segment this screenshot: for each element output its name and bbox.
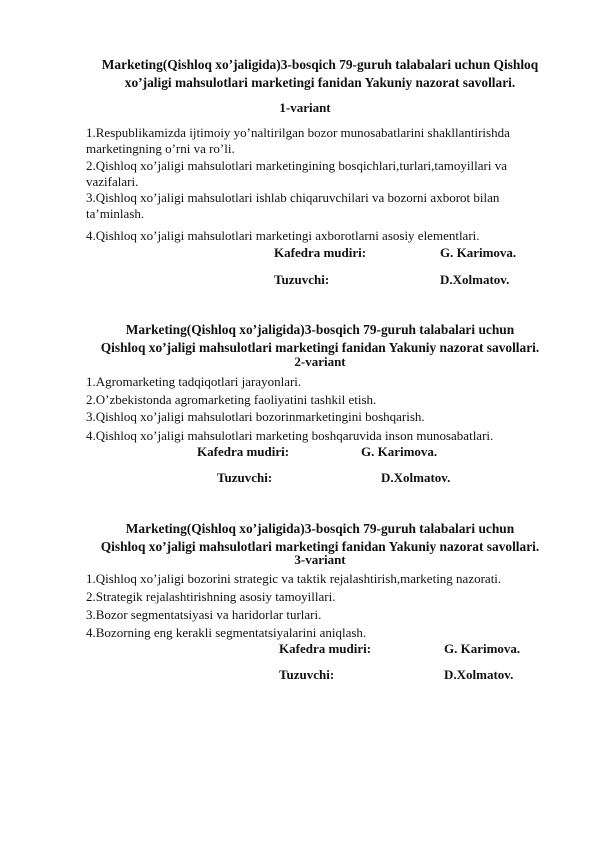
variant-1-dept-head-name: G. Karimova. [440,245,517,260]
variant-2-label: 2-variant [294,354,346,369]
variant-1-question-line: 4.Qishloq xo’jaligi mahsulotlari marketingi axborotlarni asosiy elementlari. [86,228,480,243]
variant-3-dept-head-label: Kafedra mudiri: [279,641,372,656]
variant-3-question-line: 1.Qishloq xo’jaligi bozorini strategic va taktik rejalashtirish,marketing nazorati. [86,571,502,586]
variant-3-question-line: 4.Bozorning eng kerakli segmentatsiyalarini aniqlash. [86,625,367,640]
variant-1-question-line: ta’minlash. [86,206,145,221]
variant-3-question-line: 2.Strategik rejalashtirishning asosiy tamoyillari. [86,589,336,604]
variant-1-label: 1-variant [279,100,331,115]
variant-2-dept-head-label: Kafedra mudiri: [197,444,290,459]
variant-1-question-line: 3.Qishloq xo’jaligi mahsulotlari ishlab chiqaruvchilari va bozorni axborot bilan [86,190,500,205]
variant-1-question-line: 1.Respublikamizda ijtimoiy yo’naltirilgan bozor munosabatlarini shakllantirishda [86,125,510,140]
variant-2-dept-head-name: G. Karimova. [361,444,438,459]
variant-1-question-line: vazifalari. [86,174,139,189]
variant-3-label: 3-variant [294,552,346,567]
variant-2-compiler-name: D.Xolmatov. [381,470,451,485]
variant-1-title: Marketing(Qishloq xo’jaligida)3-bosqich 79-guruh talabalari uchun Qishloq xo’jaligi mahsulotlari marketingi fanidan Yakuniy nazorat savollari. [101,57,539,90]
variant-1-compiler-name: D.Xolmatov. [440,272,510,287]
variant-2-title: Marketing(Qishloq xo’jaligida)3-bosqich 79-guruh talabalari uchun Qishloq xo’jaligi mahsulotlari marketingi fanidan Yakuniy nazorat savollari. [100,322,540,355]
variant-2-question-line: 3.Qishloq xo’jaligi mahsulotlari bozorinmarketingini boshqarish. [86,409,425,424]
variant-1-dept-head-label: Kafedra mudiri: [274,245,367,260]
variant-2-compiler-label: Tuzuvchi: [217,470,273,485]
variant-3-title: Marketing(Qishloq xo’jaligida)3-bosqich 79-guruh talabalari uchun Qishloq xo’jaligi mahsulotlari marketingi fanidan Yakuniy nazorat savollari. [100,521,540,554]
variant-3-question-line: 3.Bozor segmentatsiyasi va haridorlar turlari. [86,607,322,622]
variant-1-question-line: 2.Qishloq xo’jaligi mahsulotlari marketingining bosqichlari,turlari,tamoyillari va [86,158,507,173]
variant-1-question-line: marketingning o’rni va ro’li. [86,141,235,156]
variant-3-compiler-label: Tuzuvchi: [279,667,335,682]
variant-2-question-line: 4.Qishloq xo’jaligi mahsulotlari marketing boshqaruvida inson munosabatlari. [86,428,494,443]
variant-3-dept-head-name: G. Karimova. [444,641,521,656]
variant-2-question-line: 2.O’zbekistonda agromarketing faoliyatini tashkil etish. [86,392,377,407]
variant-1-compiler-label: Tuzuvchi: [274,272,330,287]
variant-2-question-line: 1.Agromarketing tadqiqotlari jarayonlari. [86,374,302,389]
variant-3-compiler-name: D.Xolmatov. [444,667,514,682]
